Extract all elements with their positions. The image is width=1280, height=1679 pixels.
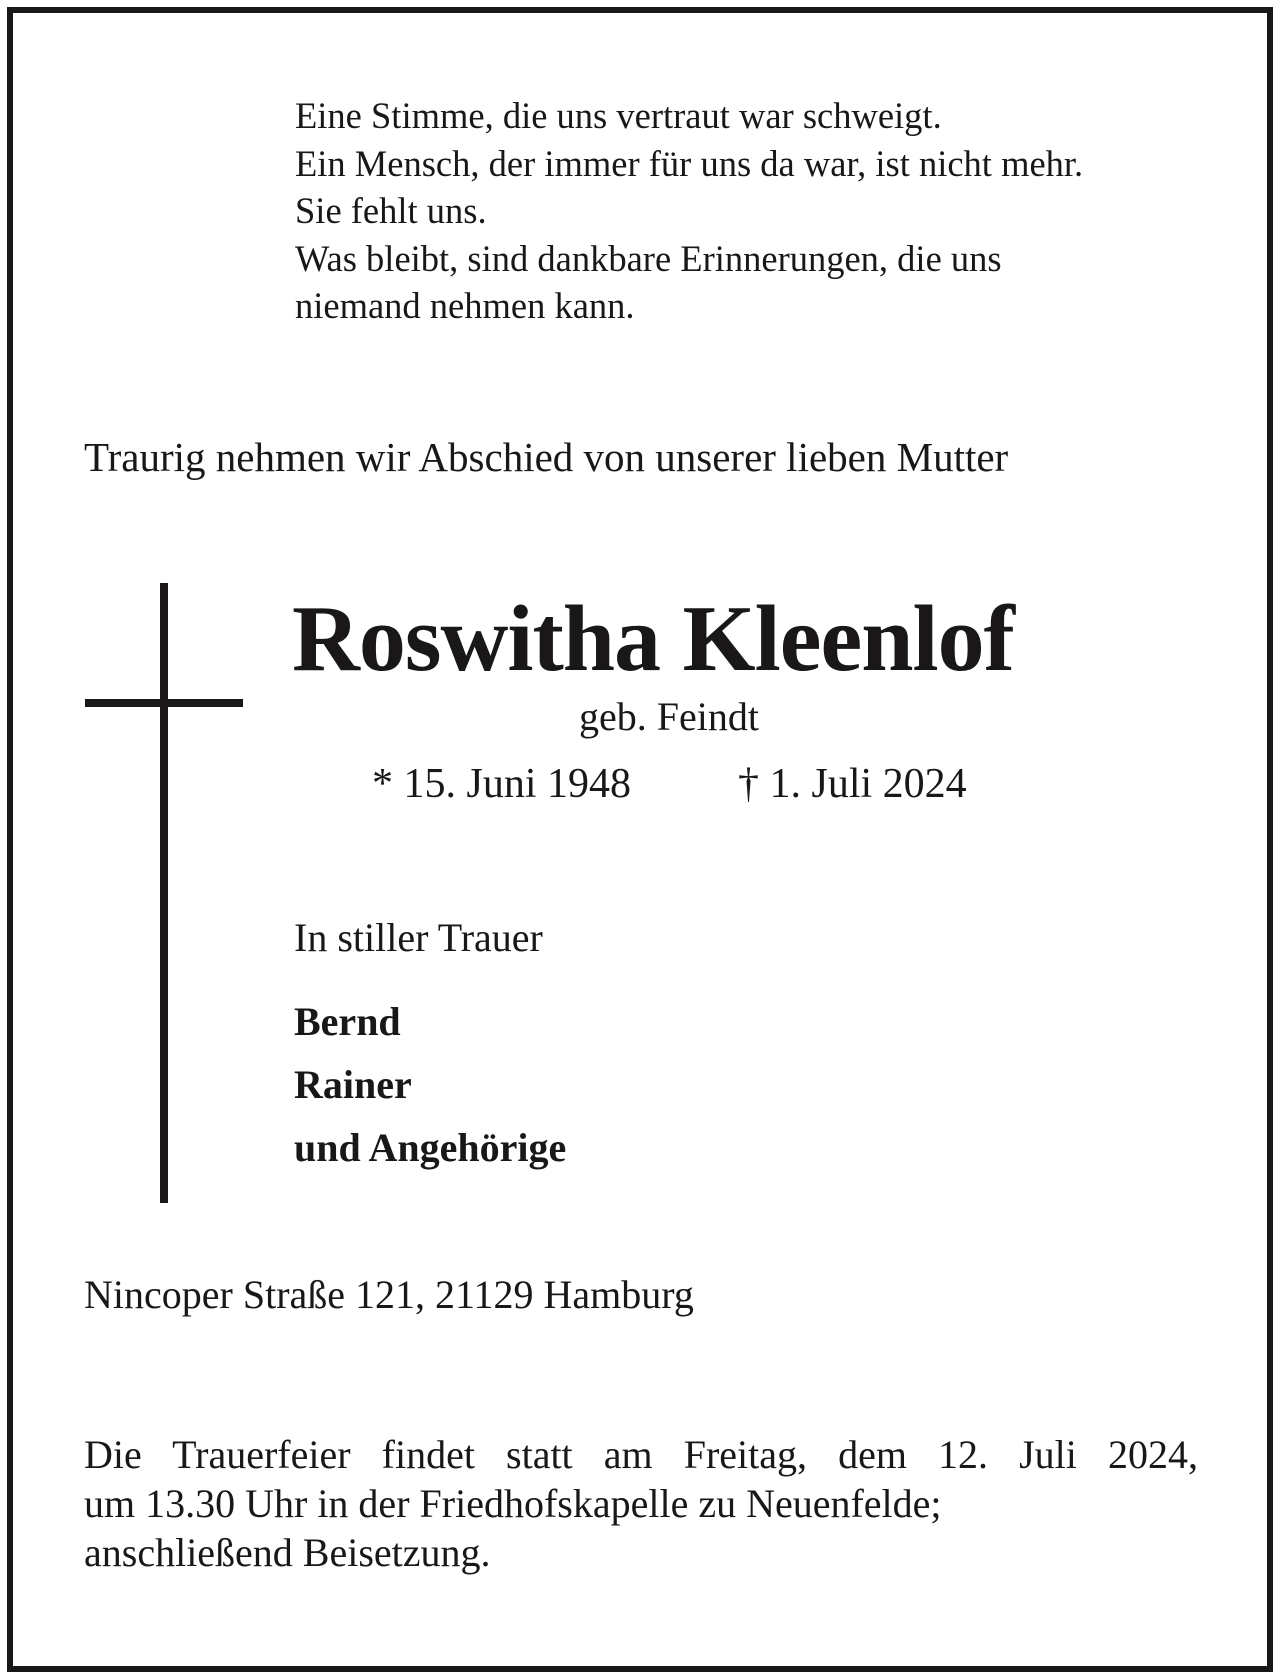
maiden-name: geb. Feindt (579, 694, 759, 739)
poem-line: Ein Mensch, der immer für uns da war, ist nicht mehr. (295, 142, 1084, 184)
mourner-name: Bernd (294, 999, 401, 1044)
poem-line: Sie fehlt uns. (295, 190, 487, 231)
poem (295, 92, 1083, 330)
cross-icon (160, 583, 168, 1203)
poem-line: Eine Stimme, die uns vertraut war schweigt. (295, 95, 942, 136)
farewell-intro: Traurig nehmen wir Abschied von unserer lieben Mutter (84, 434, 1009, 480)
ceremony-line: Die Trauerfeier findet statt am Freitag, dem 12. Juli 2024, (84, 1432, 1198, 1477)
mourner-name: Rainer (294, 1062, 412, 1107)
mourner-name: und Angehörige (294, 1125, 567, 1170)
deceased-name: Roswitha Kleenlof (292, 587, 1014, 691)
birth-date: * 15. Juni 1948 (372, 761, 632, 807)
death-date: † 1. Juli 2024 (738, 761, 967, 807)
poem-line: Was bleibt, sind dankbare Erinnerungen, die uns (295, 237, 1002, 279)
poem-line: niemand nehmen kann. (295, 285, 635, 326)
cross-icon-bar (85, 699, 243, 707)
ceremony-line: anschließend Beisetzung. (84, 1530, 491, 1575)
address: Nincoper Straße 121, 21129 Hamburg (84, 1272, 694, 1317)
ceremony-line: um 13.30 Uhr in der Friedhofskapelle zu Neuenfelde; (84, 1481, 942, 1526)
mourning-heading: In stiller Trauer (294, 915, 543, 960)
mourners-list (294, 990, 566, 1179)
ceremony-info (84, 1430, 1198, 1577)
